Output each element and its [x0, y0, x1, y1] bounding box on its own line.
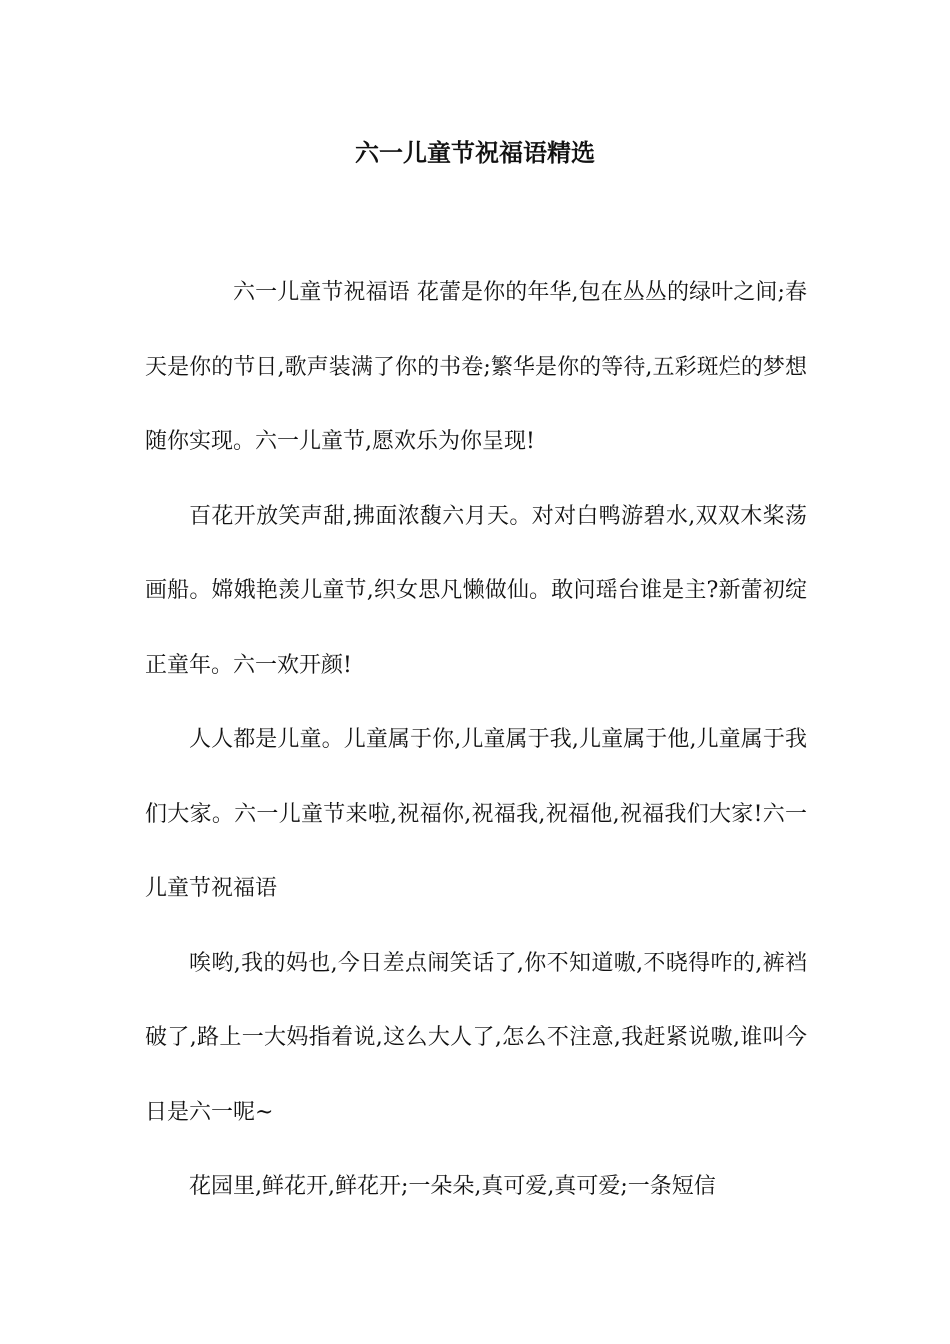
- paragraph-3: 人人都是儿童。儿童属于你,儿童属于我,儿童属于他,儿童属于我们大家。六一儿童节来啦,祝福你,祝福我,祝福他,祝福我们大家!六一儿童节祝福语: [145, 727, 807, 901]
- document-body: [145, 256, 807, 1225]
- paragraph-4: 唉哟,我的妈也,今日差点闹笑话了,你不知道嗷,不晓得咋的,裤裆破了,路上一大妈指着说,这么大人了,怎么不注意,我赶紧说嗷,谁叫今日是六一呢~: [145, 950, 807, 1125]
- document-title: 六一儿童节祝福语精选: [355, 138, 595, 167]
- paragraph-2: 百花开放笑声甜,拂面浓馥六月天。对对白鸭游碧水,双双木桨荡画船。嫦娥艳羡儿童节,织女思凡懒做仙。敢问瑶台谁是主?新蕾初绽正童年。六一欢开颜!: [145, 503, 807, 678]
- paragraph-1: 六一儿童节祝福语 花蕾是你的年华,包在丛丛的绿叶之间;春天是你的节日,歌声装满了你的书卷;繁华是你的等待,五彩斑烂的梦想随你实现。六一儿童节,愿欢乐为你呈现!: [145, 280, 807, 454]
- paragraph-5: 花园里,鲜花开,鲜花开;一朵朵,真可爱,真可爱;一条短信: [189, 1174, 716, 1199]
